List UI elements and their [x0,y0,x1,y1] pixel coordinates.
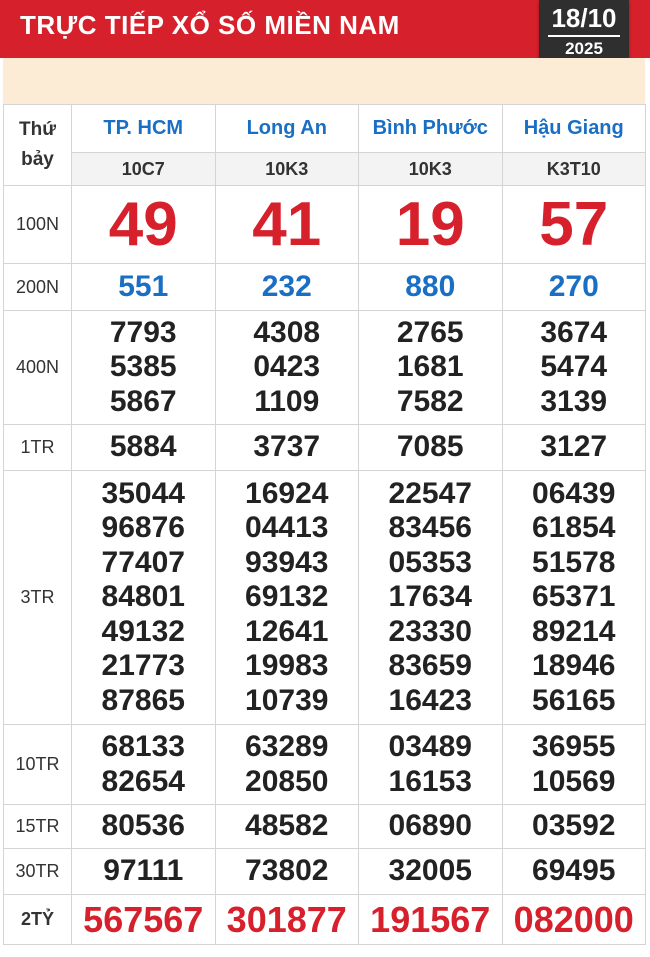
prize-number: 69132 [245,580,329,614]
prize-number: 41 [252,189,322,259]
day-line1: Thứ [19,119,56,140]
prize-number: 22547 [388,476,472,510]
prize-number: 17634 [388,580,472,614]
date-badge [539,0,629,64]
prize-number: 80536 [101,809,185,843]
prize-number: 03489 [388,730,472,763]
prize-row-30tr [4,849,646,895]
prize-number: 63289 [245,730,329,763]
prize-number: 19 [395,189,465,259]
prize-number: 56165 [532,683,616,717]
prize-number: 97111 [103,854,184,888]
province-code: 10C7 [72,153,216,186]
date-day: 18/10 [551,3,617,33]
prize-number: 65371 [532,580,616,614]
prize-number: 10739 [245,683,329,717]
prize-label: 10TR [4,725,72,805]
prize-row-2ty [4,895,646,945]
prize-label: 15TR [4,805,72,849]
prize-number: 2765 [396,315,464,349]
prize-number: 82654 [101,764,185,798]
prize-number: 23330 [388,614,472,648]
special-prize-label: 2TỶ [4,895,72,945]
special-prize-number: 301877 [226,898,347,940]
prize-row-10tr [4,725,646,805]
prize-number: 880 [405,270,456,303]
prize-number: 83456 [388,511,472,545]
prize-number: 5474 [540,350,608,384]
prize-number: 551 [118,270,169,303]
prize-number: 3127 [540,430,608,464]
prize-number: 12641 [245,614,329,648]
prize-number: 35044 [101,476,185,510]
prize-label: 100N [4,186,72,264]
prize-number: 06439 [532,476,616,510]
prize-number: 68133 [101,730,185,763]
province-code: 10K3 [215,153,359,186]
prize-row-100n [4,186,646,264]
prize-number: 5884 [109,430,177,464]
prize-row-400n [4,311,646,425]
prize-number: 32005 [388,854,472,888]
prize-number: 83659 [388,649,472,683]
special-prize-number: 082000 [513,898,634,940]
prize-number: 10569 [532,764,616,798]
prize-number: 5385 [109,350,177,384]
prize-label: 30TR [4,849,72,895]
prize-number: 1681 [396,350,464,384]
special-prize-number: 191567 [370,898,491,940]
day-of-week-cell [4,105,72,186]
prize-number: 19983 [245,649,329,683]
prize-number: 89214 [532,614,616,648]
prize-number: 16153 [388,764,472,798]
prize-number: 5867 [109,384,177,418]
prize-number: 49 [108,189,178,259]
province-name[interactable]: Hậu Giang [502,105,646,153]
prize-number: 96876 [101,511,185,545]
prize-row-200n [4,264,646,311]
prize-number: 49132 [101,614,185,648]
prize-number: 18946 [532,649,616,683]
prize-number: 93943 [245,545,329,579]
prize-number: 1109 [254,384,320,418]
special-prize-number: 567567 [83,898,204,940]
prize-label: 400N [4,311,72,425]
prize-number: 21773 [101,649,185,683]
prize-number: 3139 [540,384,608,418]
date-divider [548,35,620,37]
prize-number: 7793 [109,315,177,349]
prize-number: 7085 [396,430,464,464]
header-band [3,58,645,104]
prize-number: 16924 [245,476,329,510]
day-line2: bảy [21,149,54,170]
prize-number: 270 [548,270,599,303]
prize-number: 3674 [540,315,608,349]
prize-number: 77407 [101,545,185,579]
prize-number: 06890 [388,809,472,843]
province-name[interactable]: Bình Phước [359,105,503,153]
prize-row-15tr [4,805,646,849]
prize-number: 51578 [532,545,616,579]
prize-label: 1TR [4,425,72,471]
province-name[interactable]: Long An [215,105,359,153]
prize-number: 57 [539,189,609,259]
prize-number: 69495 [532,854,616,888]
date-year: 2025 [565,39,603,58]
page-title: TRỰC TIẾP XỔ SỐ MIỀN NAM [20,10,400,40]
prize-number: 48582 [245,809,329,843]
prize-number: 4308 [253,315,321,349]
province-name[interactable]: TP. HCM [72,105,216,153]
prize-number: 20850 [245,764,329,798]
prize-number: 05353 [388,545,472,579]
prize-number: 84801 [101,580,185,614]
prize-number: 36955 [532,730,616,763]
prize-label: 3TR [4,471,72,725]
prize-number: 7582 [396,384,464,418]
province-code: 10K3 [359,153,503,186]
province-code: K3T10 [502,153,646,186]
prize-number: 87865 [101,683,185,717]
prize-number: 232 [261,270,312,303]
prize-number: 0423 [253,350,321,384]
results-table [3,104,646,945]
prize-number: 16423 [388,683,472,717]
prize-number: 04413 [245,511,329,545]
prize-row-1tr [4,425,646,471]
prize-label: 200N [4,264,72,311]
prize-number: 61854 [532,511,616,545]
prize-number: 73802 [245,854,329,888]
prize-number: 3737 [253,430,321,464]
prize-number: 03592 [532,809,616,843]
prize-row-3tr [4,471,646,725]
